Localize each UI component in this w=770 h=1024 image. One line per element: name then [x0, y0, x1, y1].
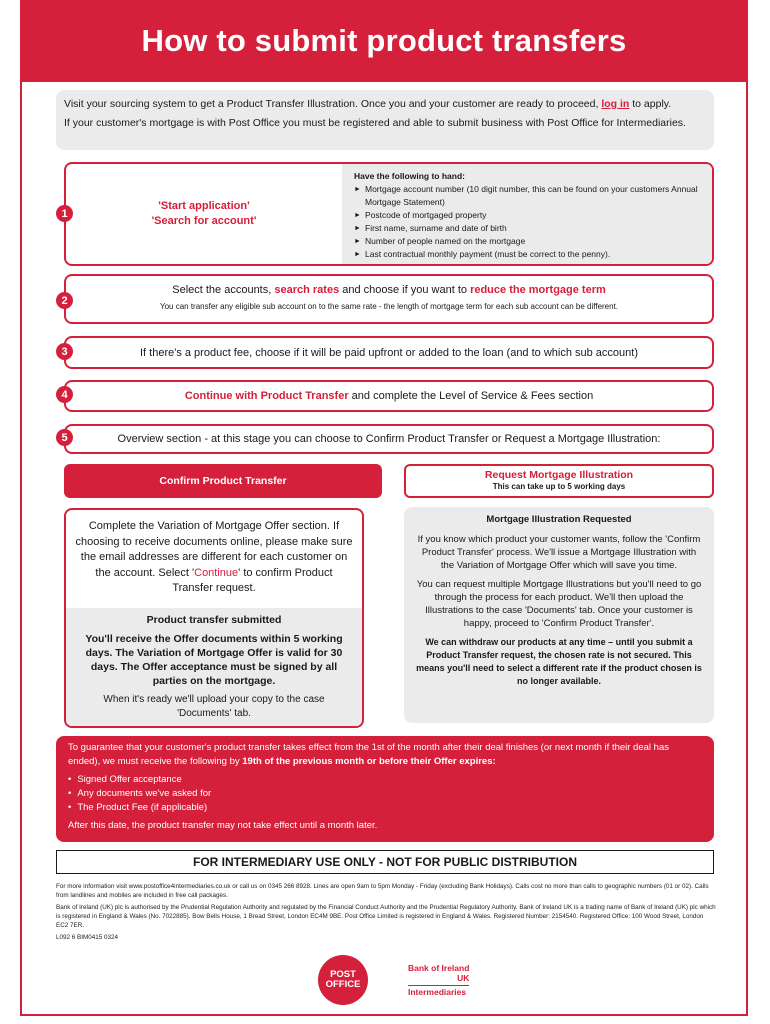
step-2-number: 2	[56, 292, 73, 309]
request-illustration-sublabel: This can take up to 5 working days	[492, 482, 626, 491]
po-logo-line-2: OFFICE	[325, 979, 361, 990]
confirm-text-pre: Complete the Variation of Mortgage Offer section. If choosing to receive documents online, please make sure the email addresses are different for each customer on the account. Select '	[75, 520, 353, 579]
offer-documents-text: You'll receive the Offer documents within 5 working days. The Variation of Mortgage Offer is valid for 30 days. The Offer acceptance must be signed by all parties on the mortgage.	[85, 633, 343, 687]
reduce-term-link[interactable]: reduce the mortgage term	[470, 284, 606, 296]
list-item: • The Product Fee (if applicable)	[68, 801, 702, 815]
post-office-logo	[318, 955, 368, 1005]
intro-text-end: to apply.	[629, 98, 672, 110]
intro-line-2: If your customer's mortgage is with Post Office you must be registered and able to submit business with Post Office for Intermediaries.	[64, 117, 686, 129]
withdraw-products-text: We can withdraw our products at any time – until you submit a Product Transfer request, the chosen rate is not secured. This means you'll need to select a different rate if the product chosen is no longer available.	[416, 637, 702, 686]
confirm-transfer-panel	[64, 508, 364, 728]
footer-legal	[56, 882, 716, 945]
boi-logo-line-2: UK	[457, 972, 470, 983]
step-1-box	[64, 162, 714, 266]
step-2-mid: and choose if you want to	[339, 284, 471, 296]
list-item: • Any documents we've asked for	[68, 787, 702, 801]
illustration-paragraph-1: If you know which product your customer wants, follow the 'Confirm Product Transfer' process. We'll issue a Mortgage Illustration with the Variation of Mortgage Offer which will save you time.	[417, 534, 701, 571]
step-1-number: 1	[56, 205, 73, 222]
footer-contact: For more information visit www.postoffice4intermediaries.co.uk or call us on 0345 266 8928. Lines are open 9am to 5pm Monday - Friday (excluding Bank Holidays). Calls cost no more than calls to geographic numbers (01 or 02). Calls from landlines and mobiles are included in free call packages.	[56, 883, 709, 899]
guarantee-text-pre: To guarantee that your customer's product transfer takes effect from the 1st of the month after their deal finishes (or next month if their deal has ended), we must receive the following by	[68, 742, 669, 767]
po-logo-line-1: POST	[330, 969, 356, 980]
step-4-post: and complete the Level of Service & Fees section	[348, 390, 594, 402]
confirm-text-post: ' to confirm Product Transfer request.	[172, 566, 333, 594]
intro-text: Visit your sourcing system to get a Product Transfer Illustration. Once you and your customer are ready to proceed,	[64, 98, 602, 110]
step-4-text	[185, 390, 593, 402]
request-mortgage-illustration-button[interactable]	[404, 464, 714, 498]
step-5-box	[64, 424, 714, 454]
illustration-requested-heading: Mortgage Illustration Requested	[486, 514, 632, 525]
step-2-text	[66, 284, 712, 296]
documents-tab-text: When it's ready we'll upload your copy to the case 'Documents' tab.	[103, 694, 325, 719]
guarantee-deadline: 19th of the previous month or before their Offer expires:	[242, 756, 496, 767]
continue-link[interactable]: Continue	[194, 566, 239, 579]
step-3-number: 3	[56, 343, 73, 360]
step-2-pre: Select the accounts,	[172, 284, 275, 296]
list-item: ► Number of people named on the mortgage	[354, 235, 704, 248]
checklist	[354, 183, 704, 261]
confirm-product-transfer-button[interactable]: Confirm Product Transfer	[64, 464, 382, 498]
boi-logo-line-1: Bank of Ireland	[408, 963, 470, 973]
request-illustration-label: Request Mortgage Illustration	[484, 469, 634, 481]
step-3-text: If there's a product fee, choose if it will be paid upfront or added to the loan (and to which sub account)	[139, 346, 638, 359]
guarantee-text	[68, 741, 702, 769]
requirements-list	[68, 773, 702, 815]
step-5-number: 5	[56, 429, 73, 446]
list-item: ► Postcode of mortgaged property	[354, 209, 704, 222]
illustration-paragraph-2: You can request multiple Mortgage Illustrations but you'll need to go through the process for each product. We'll then upload the Illustrations to the case 'Documents' tab. Once your customer is happy, proceed to 'Confirm Product Transfer'.	[416, 579, 702, 629]
transfer-submitted-section	[66, 608, 362, 726]
transfer-submitted-heading: Product transfer submitted	[146, 614, 282, 626]
boi-logo-line-3: Intermediaries	[408, 985, 469, 998]
list-item: ► Mortgage account number (10 digit number, this can be found on your customers Annual Mortgage Statement)	[354, 183, 704, 209]
step-1-checklist	[342, 164, 712, 264]
confirm-instructions	[66, 510, 362, 603]
step-1-actions	[66, 164, 342, 264]
checklist-heading: Have the following to hand:	[354, 171, 465, 181]
page-title: How to submit product transfers	[141, 23, 627, 58]
step-4-box	[64, 380, 714, 412]
step-3-box	[64, 336, 714, 369]
start-application-label: 'Start application'	[158, 200, 250, 212]
log-in-link[interactable]: log in	[601, 98, 630, 110]
list-item: • Signed Offer acceptance	[68, 773, 702, 787]
list-item: ► First name, surname and date of birth	[354, 222, 704, 235]
search-rates-link[interactable]: search rates	[274, 284, 340, 296]
bank-of-ireland-logo	[408, 964, 469, 998]
continue-with-product-transfer-link[interactable]: Continue with Product Transfer	[184, 390, 349, 402]
step-5-text: Overview section - at this stage you can choose to Confirm Product Transfer or Request a Mortgage Illustration:	[117, 433, 661, 445]
step-2-box	[64, 274, 714, 324]
after-date-text: After this date, the product transfer may not take effect until a month later.	[68, 820, 378, 831]
guarantee-box	[56, 736, 714, 842]
intermediary-notice: FOR INTERMEDIARY USE ONLY - NOT FOR PUBLIC DISTRIBUTION	[56, 850, 714, 874]
title-banner	[20, 0, 748, 82]
footer-code: L092 6 BIM0415 0324	[56, 934, 118, 941]
intro-line-1	[64, 97, 706, 111]
intro-box	[56, 90, 714, 150]
list-item: ► Last contractual monthly payment (must be correct to the penny).	[354, 248, 704, 261]
step-2-subtext: You can transfer any eligible sub account on to the same rate - the length of mortgage term for each sub account can be different.	[159, 302, 619, 311]
search-for-account-label: 'Search for account'	[151, 215, 257, 227]
footer-regulatory: Bank of Ireland (UK) plc is authorised by the Prudential Regulation Authority and regulated by the Financial Conduct Authority and the Prudential Regulatory Authority. Bank of Ireland UK is a trading name of Bank of Ireland (UK) plc which is registered in England & Wales (No. 7022885). Bow Bells House, 1 Bread Street, London EC4M 9BE. Post Office Limited is registered in England & Wales. Registered Number: 2154540. Registered Office: 100 Wood Street, London EC2 7ER.	[56, 904, 716, 929]
illustration-requested-panel	[404, 507, 714, 723]
step-4-number: 4	[56, 386, 73, 403]
